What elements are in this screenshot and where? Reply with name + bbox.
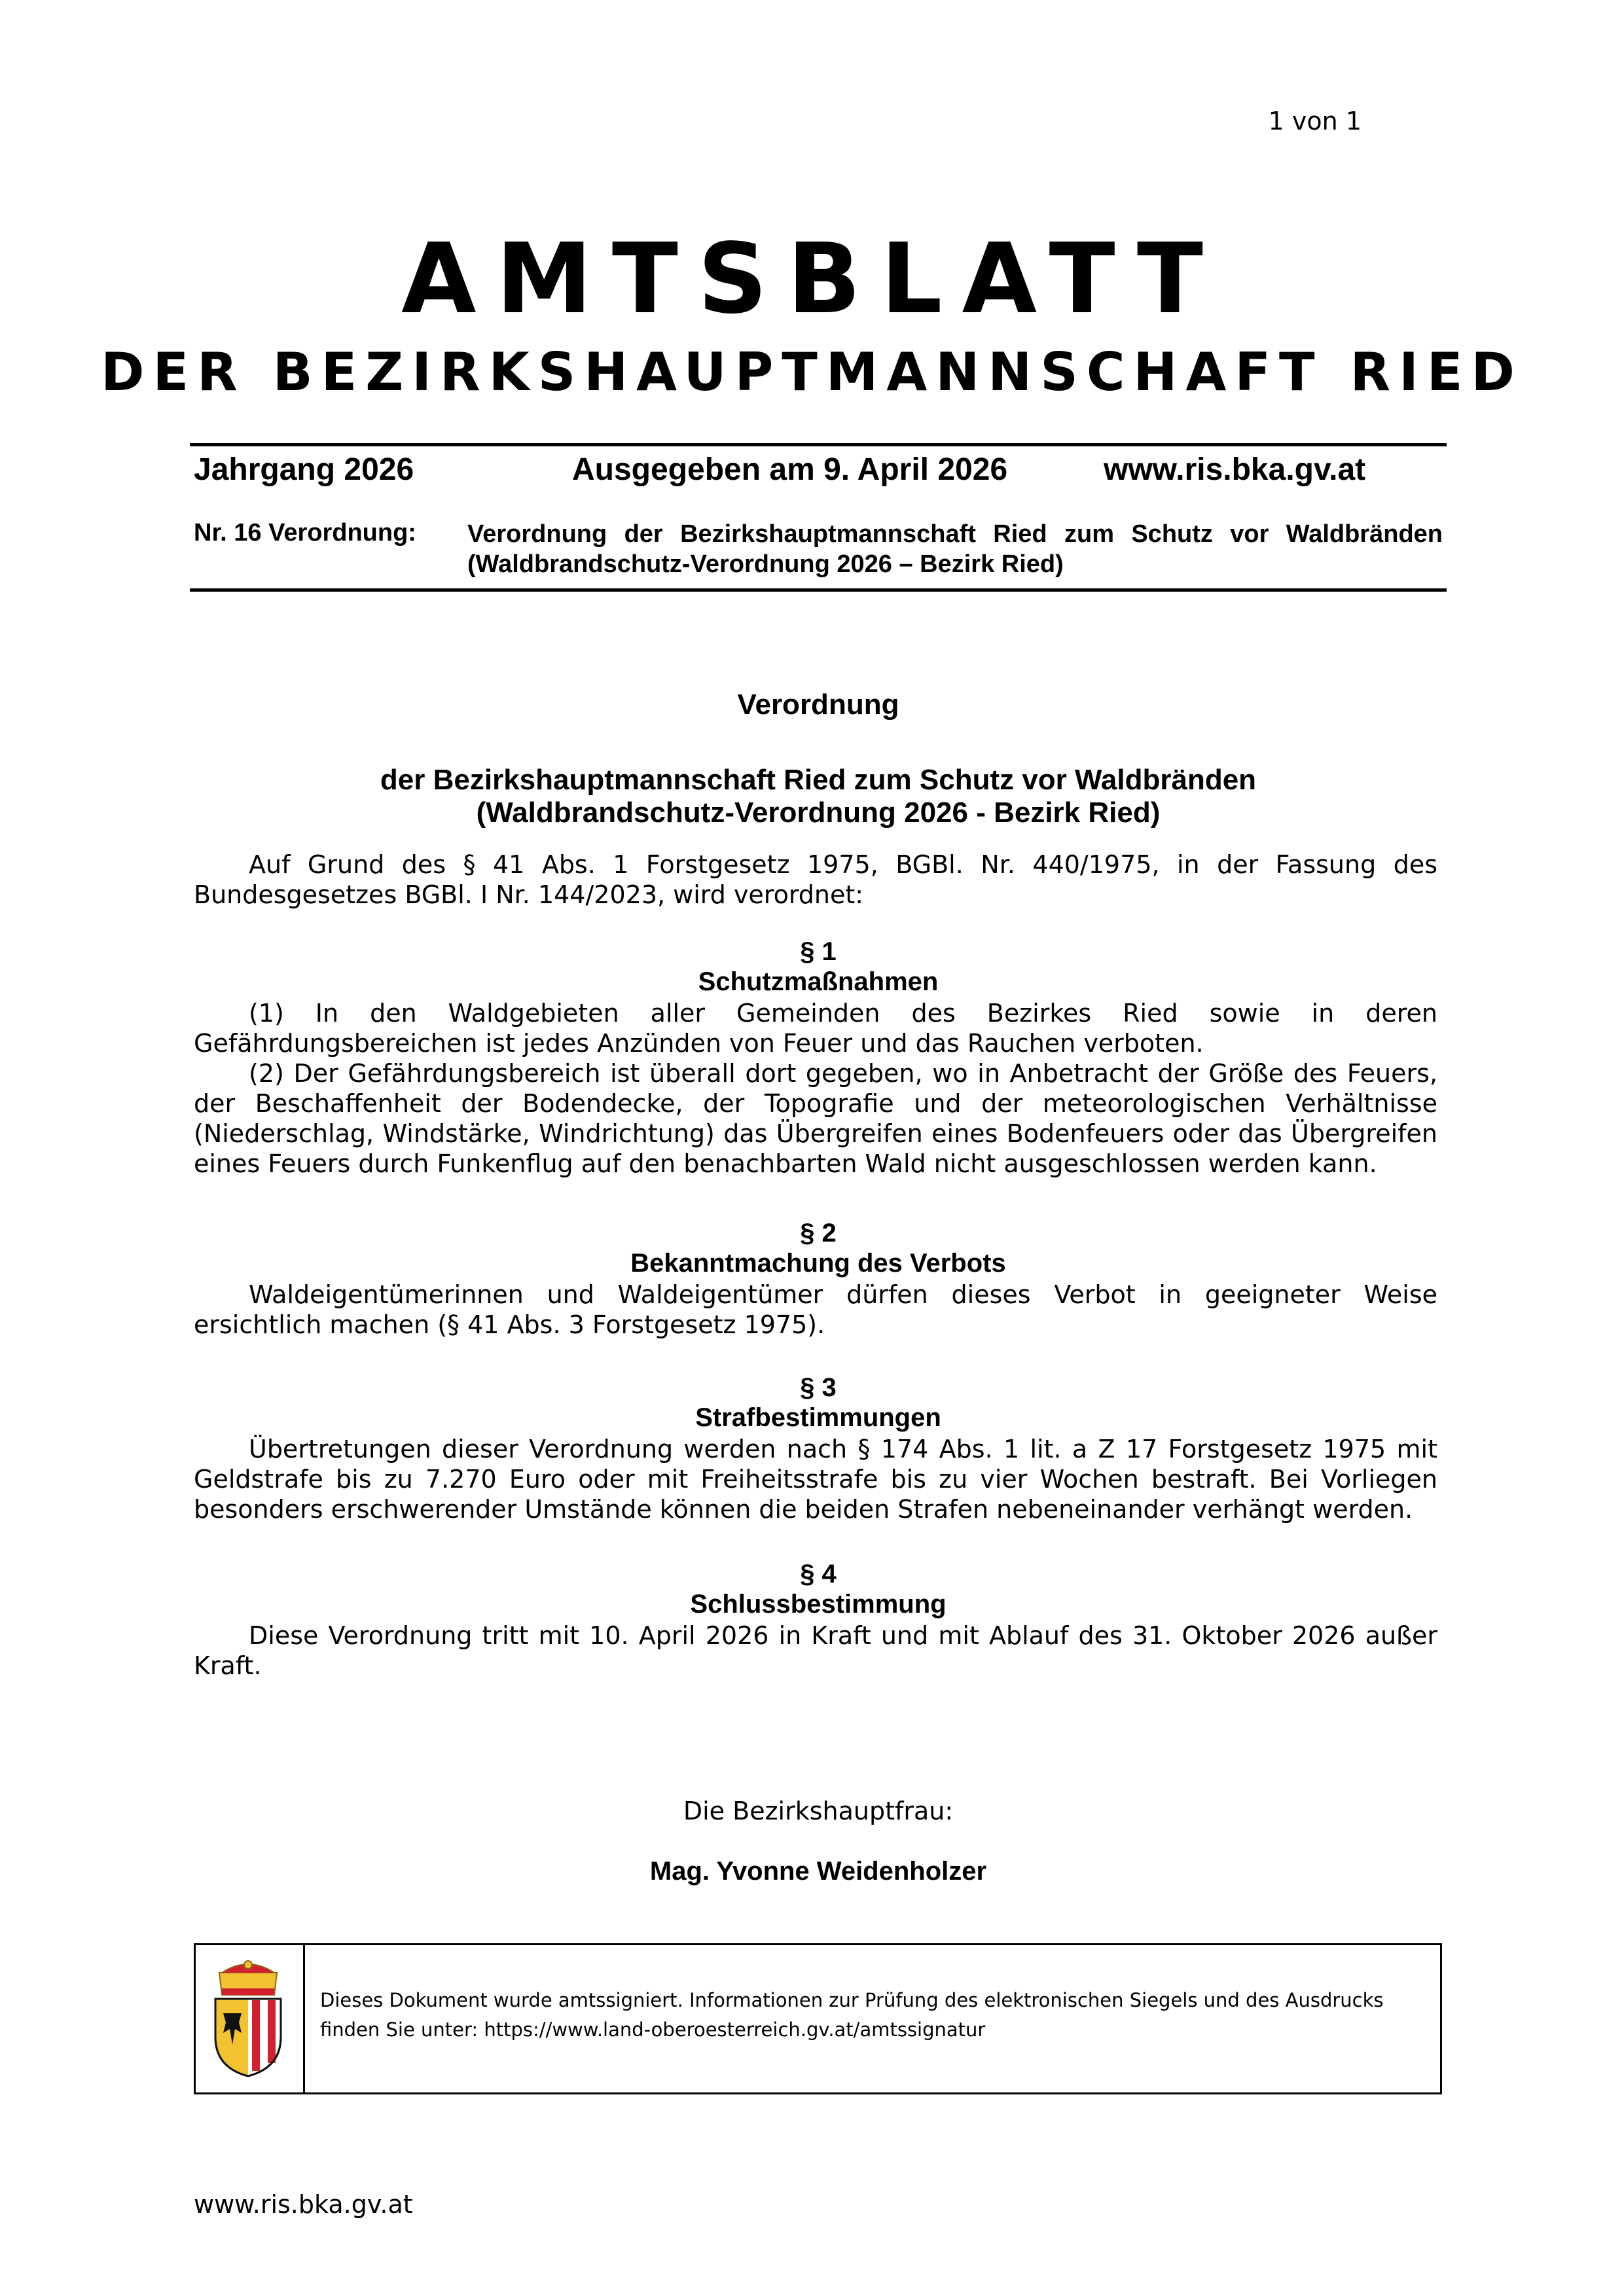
section-2-title: Bekanntmachung des Verbots xyxy=(630,1249,1006,1278)
signature-name: Mag. Yvonne Weidenholzer xyxy=(649,1857,987,1886)
masthead-subtitle: DER BEZIRKSHAUPTMANNSCHAFT RIED xyxy=(101,342,1523,403)
section-3-number: § 3 xyxy=(800,1373,837,1402)
section-1-paragraph-2: (2) Der Gefährdungsbereich ist überall dort gegeben, wo in Anbetracht der Größe des Feuers, der Beschaffenheit der Bodendecke, der Topografie und der meteorologischen Verhältnisse (Niederschlag, Windstärke, Windrichtung) das Übergreifen eines Bodenfeuers oder das Übergreifen eines Feuers durch Funkenflug auf den benachbarten Wald nicht ausgeschlossen werden kann. xyxy=(194,1059,1437,1178)
section-2-paragraph-1: Waldeigentümerinnen und Waldeigentümer dürfen dieses Verbot in geeigneter Weise ersichtlich machen (§ 41 Abs. 3 Forstgesetz 1975). xyxy=(194,1280,1437,1339)
section-3-title: Strafbestimmungen xyxy=(695,1403,941,1432)
section-2-number: § 2 xyxy=(800,1219,837,1247)
document-subheading-line2: (Waldbrandschutz-Verordnung 2026 - Bezirk Ried) xyxy=(476,797,1161,829)
section-1-paragraph-1: (1) In den Waldgebieten aller Gemeinden des Bezirkes Ried sowie in deren Gefährdungsbereichen ist jedes Anzünden von Feuer und das Rauchen verboten. xyxy=(194,999,1437,1058)
preamble-paragraph: Auf Grund des § 41 Abs. 1 Forstgesetz 1975, BGBl. Nr. 440/1975, in der Fassung des Bundesgesetzes BGBl. I Nr. 144/2023, wird verordnet: xyxy=(194,850,1437,909)
page-number: 1 von 1 xyxy=(1268,107,1362,135)
footer-url: www.ris.bka.gv.at xyxy=(194,2190,413,2219)
section-1-title: Schutzmaßnahmen xyxy=(698,967,939,996)
document-subheading xyxy=(190,764,1447,829)
header-rule-bottom xyxy=(190,588,1447,592)
section-4-number: § 4 xyxy=(800,1560,837,1588)
issue-url: www.ris.bka.gv.at xyxy=(1104,452,1366,487)
coat-of-arms-icon xyxy=(209,1960,287,2077)
signature-role: Die Bezirkshauptfrau: xyxy=(683,1797,954,1825)
section-4-paragraph-1: Diese Verordnung tritt mit 10. April 2026 in Kraft und mit Ablauf des 31. Oktober 2026 außer Kraft. xyxy=(194,1621,1437,1680)
issue-date: Ausgegeben am 9. April 2026 xyxy=(572,452,1008,487)
section-1-number: § 1 xyxy=(800,937,837,966)
masthead-title: AMTSBLATT xyxy=(401,223,1223,335)
section-4-title: Schlussbestimmung xyxy=(690,1590,947,1619)
issue-year: Jahrgang 2026 xyxy=(194,452,414,487)
issue-number-title: Verordnung der Bezirkshauptmannschaft Ried zum Schutz vor Waldbränden (Waldbrandschutz-Verordnung 2026 – Bezirk Ried) xyxy=(467,520,1443,578)
section-3-paragraph-1: Übertretungen dieser Verordnung werden nach § 174 Abs. 1 lit. a Z 17 Forstgesetz 1975 mit Geldstrafe bis zu 7.270 Euro oder mit Freiheitsstrafe bis zu vier Wochen bestraft. Bei Vorliegen besonders erschwerender Umstände können die beiden Strafen nebeneinander verhängt werden. xyxy=(194,1435,1437,1524)
seal-divider xyxy=(303,1945,305,2092)
document-subheading-line1: der Bezirkshauptmannschaft Ried zum Schutz vor Waldbränden xyxy=(380,764,1257,796)
document-heading: Verordnung xyxy=(737,689,899,721)
issue-number-label: Nr. 16 Verordnung: xyxy=(194,519,416,547)
official-seal-box xyxy=(194,1943,1442,2094)
header-rule-top xyxy=(190,443,1447,446)
seal-notice-text: Dieses Dokument wurde amtssigniert. Informationen zur Prüfung des elektronischen Siegels und des Ausdrucks finden Sie unter: https://www.land-oberoesterreich.gv.at/amtssignatur xyxy=(320,1989,1384,2041)
